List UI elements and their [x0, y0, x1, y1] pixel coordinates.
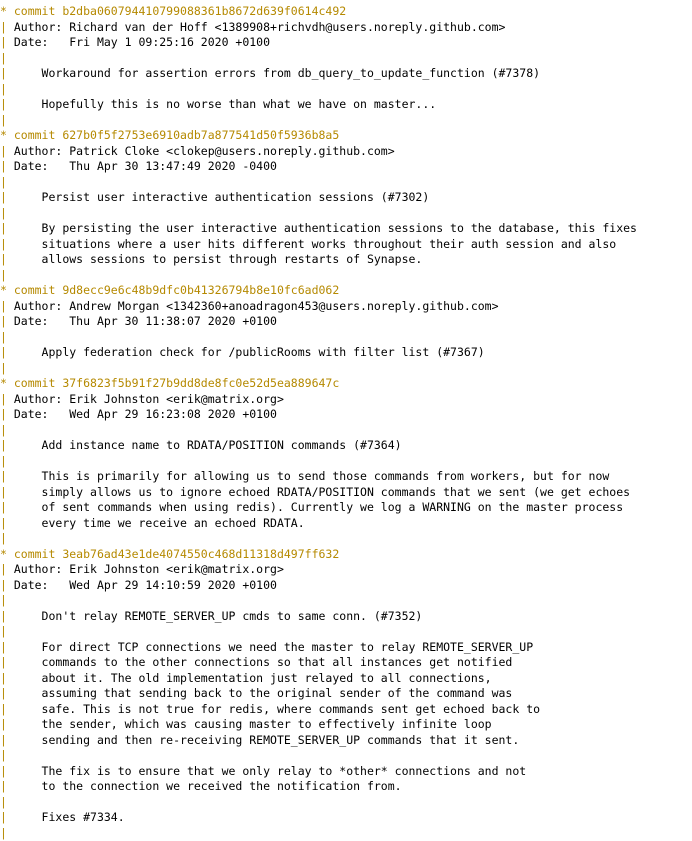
log-line [0, 485, 692, 501]
commit-keyword: commit [14, 4, 62, 18]
graph-pipe-icon: | [0, 810, 14, 824]
log-line [0, 562, 692, 578]
commit-message-line: Apply federation check for /publicRooms with filter list (#7367) [14, 345, 485, 359]
graph-pipe-icon: | [0, 516, 14, 530]
commit-author: Author: Patrick Cloke <clokep@users.noreply.github.com> [14, 144, 395, 158]
log-line [0, 593, 692, 609]
graph-pipe-icon: | [0, 655, 14, 669]
log-line [0, 144, 692, 160]
graph-pipe-icon: | [0, 609, 14, 623]
log-line [0, 82, 692, 98]
log-line [0, 640, 692, 656]
commit-hash: b2dba060794410799088361b8672d639f0614c492 [62, 4, 346, 18]
graph-pipe-icon: | [0, 578, 14, 592]
graph-pipe-icon: | [0, 221, 14, 235]
graph-pipe-icon: | [0, 299, 14, 313]
log-line [0, 314, 692, 330]
commit-message-line: assuming that sending back to the original sender of the command was [14, 686, 513, 700]
commit-author: Author: Erik Johnston <erik@matrix.org> [14, 562, 284, 576]
commit-keyword: commit [14, 376, 62, 390]
commit-date: Date: Wed Apr 29 16:23:08 2020 +0100 [14, 407, 277, 421]
graph-pipe-icon: | [0, 268, 14, 282]
log-line [0, 51, 692, 67]
graph-pipe-icon: | [0, 66, 14, 80]
log-line [0, 330, 692, 346]
log-line [0, 779, 692, 795]
log-line [0, 206, 692, 222]
graph-pipe-icon: | [0, 35, 14, 49]
graph-pipe-icon: | [0, 733, 14, 747]
commit-message-line: to the connection we received the notification from. [14, 779, 402, 793]
graph-pipe-icon: | [0, 764, 14, 778]
log-line [0, 376, 692, 392]
graph-pipe-icon: | [0, 717, 14, 731]
log-line [0, 454, 692, 470]
log-line [0, 531, 692, 547]
log-line [0, 35, 692, 51]
commit-message-line: Fixes #7334. [14, 810, 125, 824]
graph-pipe-icon: | [0, 190, 14, 204]
graph-node-icon: * [0, 283, 14, 297]
commit-hash: 627b0f5f2753e6910adb7a877541d50f5936b8a5 [62, 128, 339, 142]
log-line [0, 671, 692, 687]
log-line [0, 655, 692, 671]
log-line [0, 392, 692, 408]
graph-pipe-icon: | [0, 624, 14, 638]
commit-message-line: commands to the other connections so that all instances get notified [14, 655, 513, 669]
commit-message-line: By persisting the user interactive authentication sessions to the database, this fixes [14, 221, 637, 235]
log-line [0, 702, 692, 718]
log-line [0, 500, 692, 516]
log-line [0, 128, 692, 144]
graph-node-icon: * [0, 4, 14, 18]
graph-pipe-icon: | [0, 795, 14, 809]
commit-message-line: sending and then re-receiving REMOTE_SERVER_UP commands that it sent. [14, 733, 519, 747]
graph-pipe-icon: | [0, 423, 14, 437]
graph-pipe-icon: | [0, 97, 14, 111]
commit-message-line: situations where a user hits different works throughout their auth session and also [14, 237, 616, 251]
log-line [0, 578, 692, 594]
log-line [0, 113, 692, 129]
graph-node-icon: * [0, 128, 14, 142]
commit-message-line: every time we receive an echoed RDATA. [14, 516, 305, 530]
commit-message-line: simply allows us to ignore echoed RDATA/POSITION commands that we sent (we get echoes [14, 485, 630, 499]
graph-pipe-icon: | [0, 531, 14, 545]
log-line [0, 20, 692, 36]
graph-pipe-icon: | [0, 469, 14, 483]
commit-message-line: Hopefully this is no worse than what we have on master... [14, 97, 436, 111]
graph-pipe-icon: | [0, 562, 14, 576]
log-line [0, 361, 692, 377]
log-line [0, 733, 692, 749]
log-line [0, 826, 692, 841]
commit-date: Date: Fri May 1 09:25:16 2020 +0100 [14, 35, 270, 49]
commit-hash: 9d8ecc9e6c48b9dfc0b41326794b8e10fc6ad062 [62, 283, 339, 297]
log-line [0, 423, 692, 439]
log-line [0, 252, 692, 268]
commit-author: Author: Erik Johnston <erik@matrix.org> [14, 392, 284, 406]
log-line [0, 97, 692, 113]
graph-pipe-icon: | [0, 237, 14, 251]
graph-pipe-icon: | [0, 702, 14, 716]
commit-author: Author: Richard van der Hoff <1389908+richvdh@users.noreply.github.com> [14, 20, 506, 34]
graph-pipe-icon: | [0, 20, 14, 34]
graph-pipe-icon: | [0, 593, 14, 607]
commit-date: Date: Thu Apr 30 13:47:49 2020 -0400 [14, 159, 277, 173]
log-line [0, 810, 692, 826]
graph-pipe-icon: | [0, 252, 14, 266]
log-line [0, 547, 692, 563]
graph-pipe-icon: | [0, 175, 14, 189]
graph-pipe-icon: | [0, 159, 14, 173]
graph-pipe-icon: | [0, 407, 14, 421]
commit-message-line: the sender, which was causing master to effectively infinite loop [14, 717, 492, 731]
log-line [0, 283, 692, 299]
commit-hash: 3eab76ad43e1de4074550c468d11318d497ff632 [62, 547, 339, 561]
log-line [0, 438, 692, 454]
graph-pipe-icon: | [0, 392, 14, 406]
graph-pipe-icon: | [0, 779, 14, 793]
log-line [0, 345, 692, 361]
commit-message-line: about it. The old implementation just relayed to all connections, [14, 671, 492, 685]
graph-pipe-icon: | [0, 113, 14, 127]
log-line [0, 190, 692, 206]
commit-message-line: allows sessions to persist through restarts of Synapse. [14, 252, 423, 266]
graph-node-icon: * [0, 547, 14, 561]
graph-pipe-icon: | [0, 671, 14, 685]
commit-message-line: For direct TCP connections we need the master to relay REMOTE_SERVER_UP [14, 640, 533, 654]
graph-pipe-icon: | [0, 82, 14, 96]
log-line [0, 268, 692, 284]
commit-message-line: The fix is to ensure that we only relay to *other* connections and not [14, 764, 526, 778]
log-line [0, 516, 692, 532]
graph-pipe-icon: | [0, 206, 14, 220]
log-line [0, 159, 692, 175]
graph-pipe-icon: | [0, 640, 14, 654]
log-line [0, 66, 692, 82]
graph-pipe-icon: | [0, 345, 14, 359]
commit-date: Date: Thu Apr 30 11:38:07 2020 +0100 [14, 314, 277, 328]
graph-pipe-icon: | [0, 826, 14, 840]
log-line [0, 624, 692, 640]
commit-message-line: Workaround for assertion errors from db_query_to_update_function (#7378) [14, 66, 540, 80]
commit-message-line: This is primarily for allowing us to send those commands from workers, but for now [14, 469, 609, 483]
graph-pipe-icon: | [0, 485, 14, 499]
commit-author: Author: Andrew Morgan <1342360+anoadragon453@users.noreply.github.com> [14, 299, 499, 313]
graph-pipe-icon: | [0, 500, 14, 514]
log-line [0, 686, 692, 702]
graph-pipe-icon: | [0, 51, 14, 65]
graph-pipe-icon: | [0, 686, 14, 700]
log-line [0, 764, 692, 780]
commit-date: Date: Wed Apr 29 14:10:59 2020 +0100 [14, 578, 277, 592]
log-line [0, 795, 692, 811]
graph-pipe-icon: | [0, 361, 14, 375]
graph-pipe-icon: | [0, 438, 14, 452]
log-line [0, 299, 692, 315]
commit-keyword: commit [14, 128, 62, 142]
graph-pipe-icon: | [0, 314, 14, 328]
log-line [0, 407, 692, 423]
commit-message-line: Don't relay REMOTE_SERVER_UP cmds to same conn. (#7352) [14, 609, 423, 623]
commit-keyword: commit [14, 283, 62, 297]
log-line [0, 469, 692, 485]
commit-message-line: Persist user interactive authentication sessions (#7302) [14, 190, 429, 204]
log-line [0, 221, 692, 237]
graph-pipe-icon: | [0, 748, 14, 762]
log-line [0, 717, 692, 733]
log-line [0, 175, 692, 191]
log-line [0, 748, 692, 764]
commit-message-line: safe. This is not true for redis, where commands sent get echoed back to [14, 702, 540, 716]
commit-message-line: Add instance name to RDATA/POSITION commands (#7364) [14, 438, 402, 452]
graph-pipe-icon: | [0, 454, 14, 468]
graph-pipe-icon: | [0, 144, 14, 158]
commit-message-line: of sent commands when using redis). Currently we log a WARNING on the master process [14, 500, 623, 514]
log-line [0, 4, 692, 20]
commit-keyword: commit [14, 547, 62, 561]
log-line [0, 237, 692, 253]
graph-pipe-icon: | [0, 330, 14, 344]
log-line [0, 609, 692, 625]
commit-hash: 37f6823f5b91f27b9dd8de8fc0e52d5ea889647c [62, 376, 339, 390]
graph-node-icon: * [0, 376, 14, 390]
